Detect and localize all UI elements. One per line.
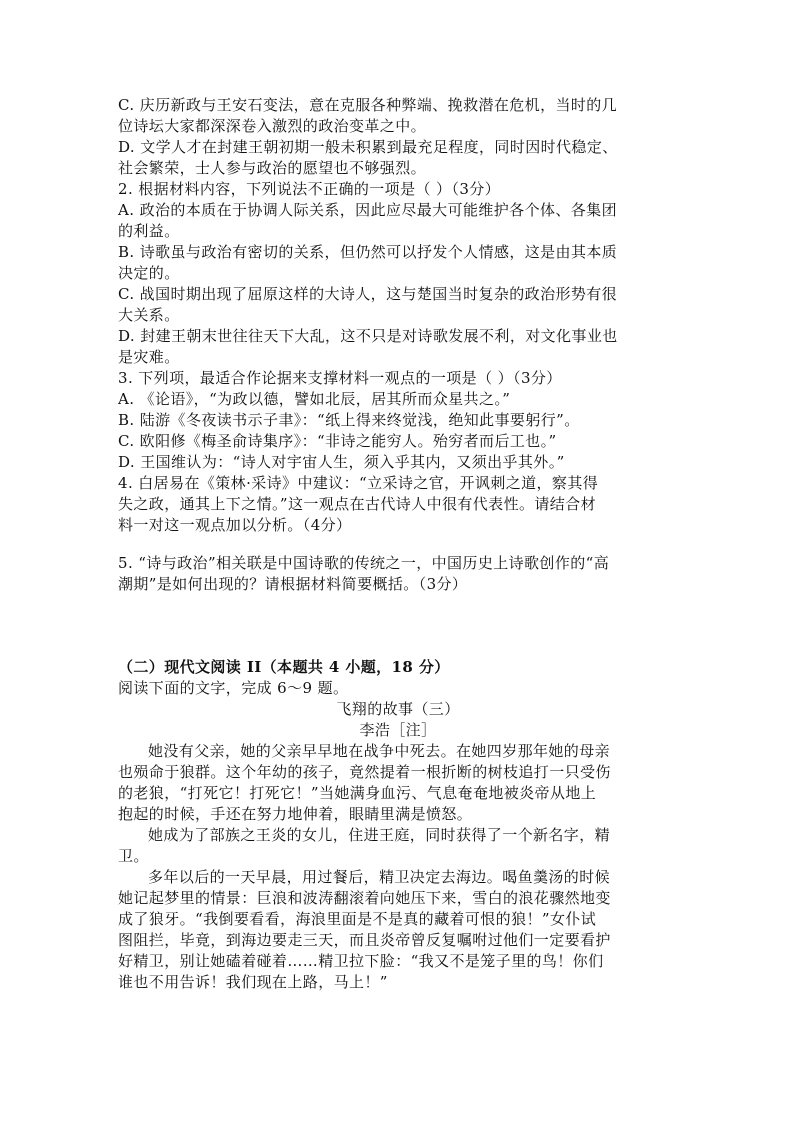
question-5: 5. “诗与政治”相关联是中国诗歌的传统之一，中国历史上诗歌创作的“高 [118, 554, 610, 572]
paragraph-line: 也殒命于狼群。这个年幼的孩子，竟然提着一根折断的树枝追打一只受伤 [118, 763, 611, 781]
story-title: 飞翔的故事（三） [336, 700, 460, 718]
paragraph-line: 她记起梦里的情景：巨浪和波涛翻滚着向她压下来，雪白的浪花骤然地变 [118, 889, 611, 907]
section-header-block [118, 657, 678, 741]
question-4: 4. 白居易在《策林·采诗》中建议：“立采诗之官，开讽刺之道，察其得 [118, 474, 599, 492]
text-line: C. 庆历新政与王安石变法，意在克服各种弊端、挽救潜在危机，当时的几 [118, 96, 618, 114]
question-3: 3. 下列项，最适合作论据来支撑材料一观点的一项是（ ）（3分） [118, 369, 562, 387]
section-instruction: 阅读下面的文字，完成 6～9 题。 [118, 679, 349, 697]
text-line: D. 封建王朝末世往往天下大乱，这不只是对诗歌发展不利，对文化事业也 [118, 327, 618, 345]
question-options-block [118, 95, 678, 536]
paragraph-line: 多年以后的一天早晨，用过餐后，精卫决定去海边。喝鱼羹汤的时候 [148, 868, 611, 886]
paragraph-line: 她没有父亲，她的父亲早早地在战争中死去。在她四岁那年她的母亲 [148, 742, 611, 760]
text-line: B. 陆游《冬夜读书示子聿》：“纸上得来终觉浅，绝知此事要躬行”。 [118, 411, 580, 429]
text-line: A. 《论语》，“为政以德，譬如北辰，居其所而众星共之。” [118, 390, 511, 408]
paragraph-line: 的老狼，“打死它！打死它！”当她满身血污、气息奄奄地被炎帝从地上 [118, 784, 597, 802]
text-line: 失之政，通其上下之情。”这一观点在古代诗人中很有代表性。请结合材 [118, 495, 596, 513]
question-2: 2. 根据材料内容，下列说法不正确的一项是（ ）（3分） [118, 180, 501, 198]
text-line: D. 文学人才在封建王朝初期一般未积累到最充足程度，同时因时代稳定、 [118, 138, 618, 156]
text-line: C. 欧阳修《梅圣俞诗集序》：“非诗之能穷人。殆穷者而后工也。” [118, 432, 557, 450]
text-line: C. 战国时期出现了屈原这样的大诗人，这与楚国当时复杂的政治形势有很 [118, 285, 618, 303]
paragraph-line: 谁也不用告诉！我们现在上路，马上！” [118, 973, 388, 991]
text-line: 大关系。 [118, 306, 180, 324]
paragraph-line: 卫。 [118, 847, 149, 865]
story-body [118, 741, 678, 993]
text-line: 料一对这一观点加以分析。（4分） [118, 516, 352, 534]
paragraph-line: 成了狼牙。“我倒要看看，海浪里面是不是真的藏着可恨的狼！”女仆试 [118, 910, 597, 928]
story-author: 李浩［注］ [359, 721, 437, 739]
paragraph-line: 抱起的时候，手还在努力地伸着，眼睛里满是愤怒。 [118, 805, 473, 823]
text-line: 是灾难。 [118, 348, 180, 366]
paragraph-line: 好精卫，别让她磕着碰着……精卫拉下脸：“我又不是笼子里的鸟！你们 [118, 952, 604, 970]
text-line: 位诗坛大家都深深卷入激烈的政治变革之中。 [118, 117, 427, 135]
text-line: 决定的。 [118, 264, 180, 282]
paragraph-line: 图阻拦，毕竟，到海边要走三天，而且炎帝曾反复嘱咐过他们一定要看护 [118, 931, 611, 949]
text-line: 潮期”是如何出现的？请根据材料简要概括。（3分） [118, 575, 468, 593]
text-line: 社会繁荣，士人参与政治的愿望也不够强烈。 [118, 159, 427, 177]
question-5-block [118, 553, 678, 595]
text-line: B. 诗歌虽与政治有密切的关系，但仍然可以抒发个人情感，这是由其本质 [118, 243, 618, 261]
text-line: 的利益。 [118, 222, 180, 240]
text-line: D. 王国维认为：“诗人对宇宙人生，须入乎其内，又须出乎其外。” [118, 453, 565, 471]
paragraph-line: 她成为了部族之王炎的女儿，住进王庭，同时获得了一个新名字，精 [148, 826, 611, 844]
section-heading: （二）现代文阅读 II（本题共 4 小题，18 分） [118, 658, 450, 676]
text-line: A. 政治的本质在于协调人际关系，因此应尽最大可能维护各个体、各集团 [118, 201, 617, 219]
